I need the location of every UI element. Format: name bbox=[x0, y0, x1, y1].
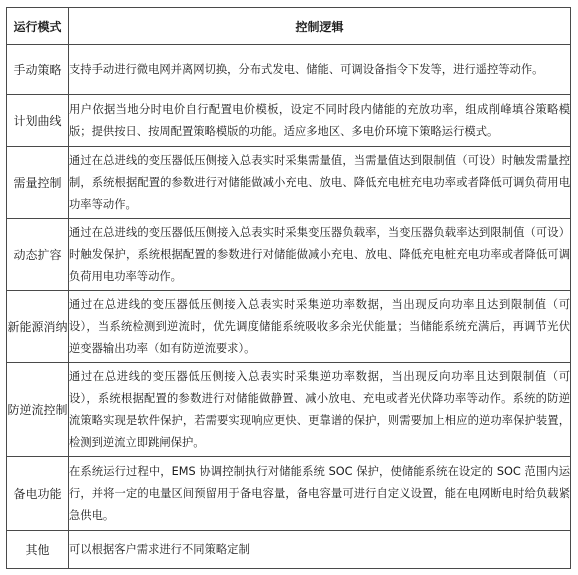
row-logic: 通过在总进线的变压器低压侧接入总表实时采集需量值，当需量值达到限制值（可设）时触发需量控制，系统根据配置的参数进行对储能做减小充电、放电、降低充电桩充电功率或者降低可调负荷用电功率等动作。 bbox=[69, 147, 571, 219]
row-logic: 用户依据当地分时电价自行配置电价模板，设定不同时段内储能的充放功率，组成削峰填谷策略模版；提供按日、按周配置策略模版的功能。适应多地区、多电价环境下策略运行模式。 bbox=[69, 95, 571, 147]
table-row bbox=[7, 147, 571, 219]
table-row bbox=[7, 219, 571, 291]
strategy-table bbox=[6, 7, 571, 569]
row-mode: 动态扩容 bbox=[7, 219, 69, 291]
table-row bbox=[7, 291, 571, 363]
row-logic: 通过在总进线的变压器低压侧接入总表实时采集变压器负载率，当变压器负载率达到限制值（可设）时触发保护，系统根据配置的参数进行对储能做减小充电、放电、降低充电桩充电功率或者降低可调负荷用电功率等动作。 bbox=[69, 219, 571, 291]
row-mode: 计划曲线 bbox=[7, 95, 69, 147]
row-mode: 其他 bbox=[7, 531, 69, 569]
row-logic: 可以根据客户需求进行不同策略定制 bbox=[69, 531, 571, 569]
row-logic: 通过在总进线的变压器低压侧接入总表实时采集逆功率数据，当出现反向功率且达到限制值（可设），当系统检测到逆流时，优先调度储能系统吸收多余光伏能量；当储能系统充满后，再调节光伏逆变器输出功率（如有防逆流要求）。 bbox=[69, 291, 571, 363]
table-row bbox=[7, 45, 571, 95]
table-row bbox=[7, 95, 571, 147]
table-row bbox=[7, 457, 571, 531]
table-row bbox=[7, 363, 571, 457]
row-logic: 通过在总进线的变压器低压侧接入总表实时采集逆功率数据，当出现反向功率且达到限制值（可设），系统根据配置的参数进行对储能做静置、减小放电、充电或者光伏降功率等动作。系统的防逆流策略实现是软件保护，若需要实现响应更快、更靠谱的保护，则需要加上相应的逆功率保护装置，检测到逆流立即跳闸保护。 bbox=[69, 363, 571, 457]
row-mode: 新能源消纳 bbox=[7, 291, 69, 363]
row-mode: 手动策略 bbox=[7, 45, 69, 95]
row-logic: 在系统运行过程中，EMS 协调控制执行对储能系统 SOC 保护，使储能系统在设定的 SOC 范围内运行，并将一定的电量区间预留用于备电容量，备电容量可进行自定义设置，能在电网断电时给负载紧急供电。 bbox=[69, 457, 571, 531]
header-logic: 控制逻辑 bbox=[69, 8, 571, 45]
header-mode: 运行模式 bbox=[7, 8, 69, 45]
row-logic: 支持手动进行微电网并离网切换，分布式发电、储能、可调设备指令下发等，进行遥控等动作。 bbox=[69, 45, 571, 95]
row-mode: 备电功能 bbox=[7, 457, 69, 531]
table-header-row bbox=[7, 8, 571, 45]
row-mode: 防逆流控制 bbox=[7, 363, 69, 457]
row-mode: 需量控制 bbox=[7, 147, 69, 219]
table-row bbox=[7, 531, 571, 569]
